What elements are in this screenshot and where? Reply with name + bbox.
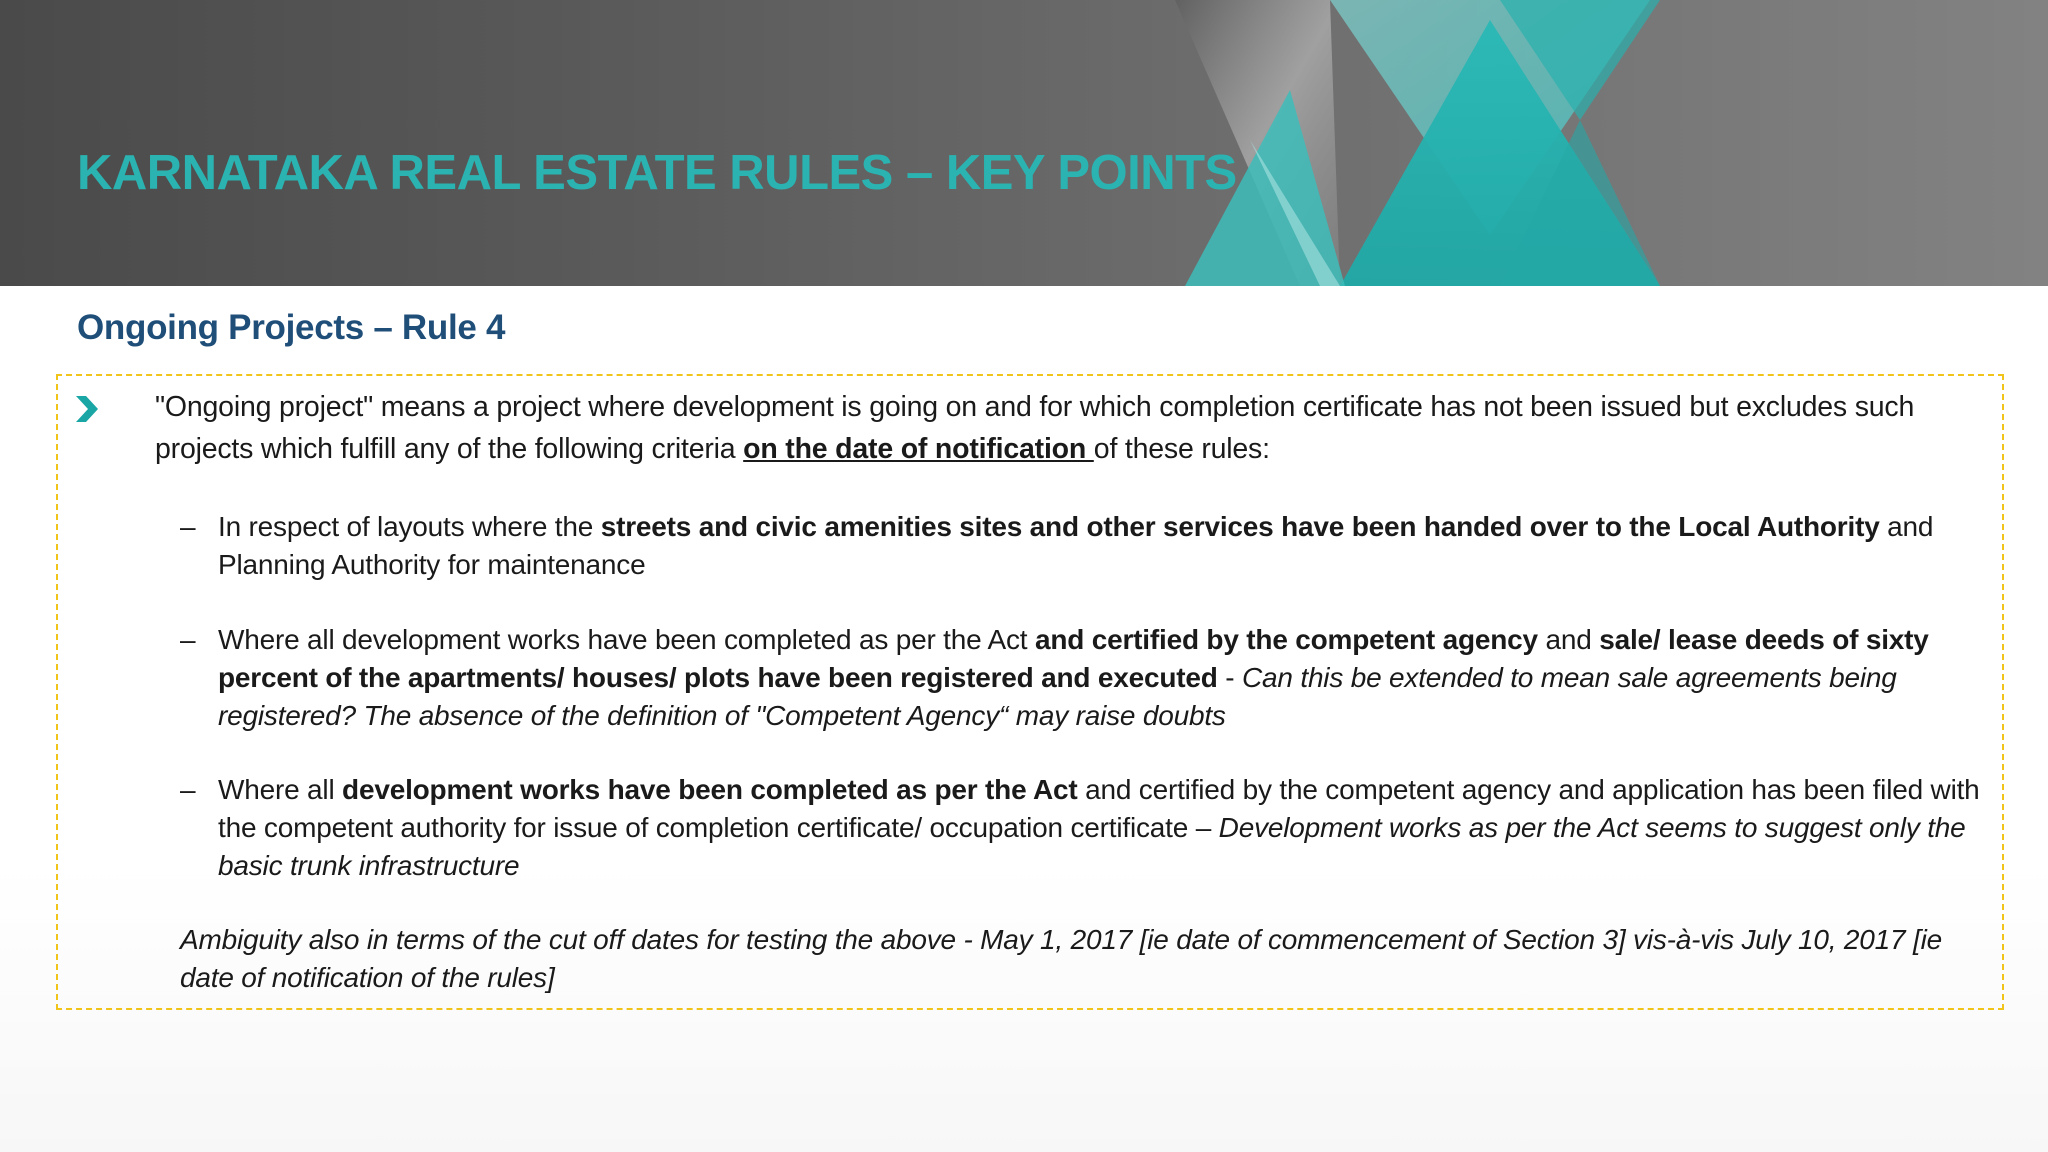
main-point-underlined: on the date of notification: [743, 433, 1094, 465]
text-run: and Planning Authority for maintenance: [218, 511, 1934, 580]
italic-run: Development works as per the Act seems to suggest only the basic trunk infrastructure: [218, 812, 1966, 881]
text-run: Where all: [218, 774, 343, 805]
text-run: and: [1537, 624, 1600, 655]
main-point-text-2: of these rules:: [1093, 433, 1270, 465]
chevron-right-icon: [76, 396, 98, 422]
text-run: and certified by the competent agency and application has been filed with the competent authority for issue of completion certificate/ occupation certificate –: [218, 774, 1980, 843]
dash-bullet: –: [180, 624, 196, 655]
text-run: Where all development works have been completed as per the Act: [218, 624, 1035, 655]
section-subtitle: Ongoing Projects – Rule 4: [77, 308, 506, 347]
sub-point-1-text: [218, 508, 1980, 584]
main-point: [155, 386, 1985, 470]
sub-point-2-text: [218, 621, 1980, 735]
slide-title: KARNATAKA REAL ESTATE RULES – KEY POINTS: [77, 146, 1237, 200]
ambiguity-note: Ambiguity also in terms of the cut off dates for testing the above - May 1, 2017 [ie date of commencement of Section 3] vis-à-vis July 10, 2017 [ie date of notification of the rules]: [180, 924, 1942, 993]
italic-run: Can this be extended to mean sale agreements being registered? The absence of the definition of "Competent Agency“ may raise doubts: [218, 662, 1897, 731]
bold-run: and certified by the competent agency: [1034, 624, 1538, 655]
banner-triangles-decoration: [0, 0, 2048, 286]
text-run: In respect of layouts where the: [218, 511, 601, 542]
sub-point-3-text: [218, 771, 1980, 885]
main-point-text-1: "Ongoing project" means a project where development is going on and for which completion certificate has not been issued but excludes such projects which fulfill any of the following criteria: [155, 391, 1915, 465]
bold-run: sale/ lease deeds of sixty percent of the apartments/ houses/ plots have been registered and executed: [218, 624, 1929, 693]
sub-point-3: [180, 771, 1980, 885]
sub-point-1: [180, 508, 1980, 584]
dash-bullet: –: [180, 511, 196, 542]
dash-bullet: –: [180, 774, 196, 805]
header-banner: [0, 0, 2048, 286]
bold-run: streets and civic amenities sites and other services have been handed over to the Local Authority: [600, 511, 1880, 542]
sub-point-2: [180, 621, 1980, 735]
text-run: -: [1217, 662, 1243, 693]
bold-run: development works have been completed as per the Act: [342, 774, 1078, 805]
